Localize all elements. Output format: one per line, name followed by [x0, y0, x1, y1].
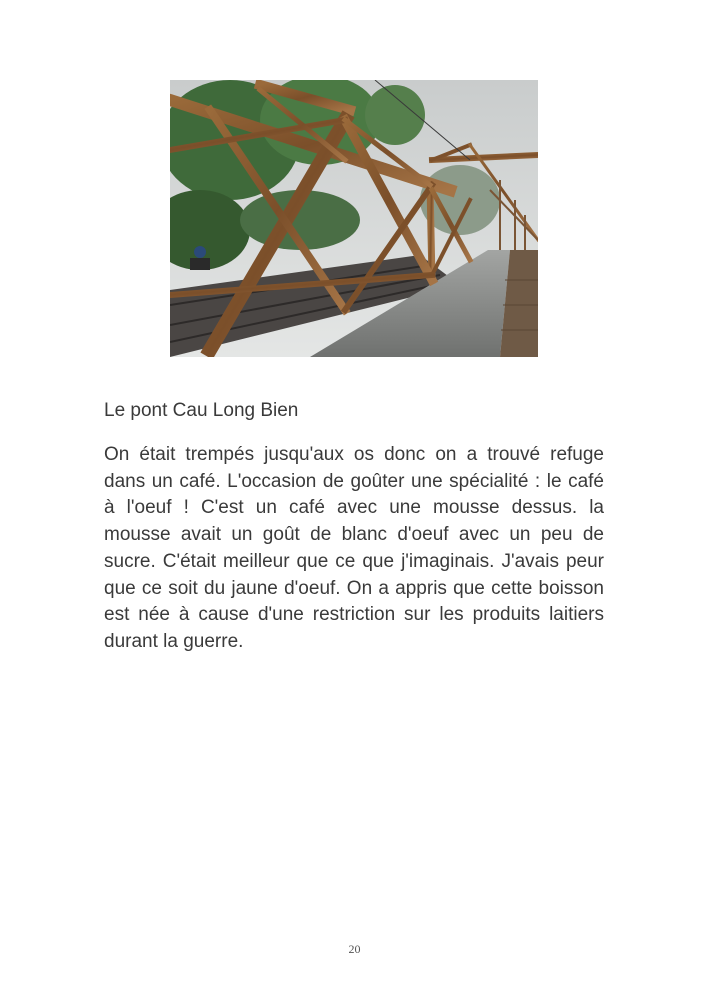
photo-caption: Le pont Cau Long Bien [104, 400, 299, 421]
page-number: 20 [348, 942, 361, 956]
bridge-photo [170, 80, 538, 357]
body-paragraph: On était trempés jusqu'aux os donc on a trouvé refuge dans un café. L'occasion de goûter une spécialité : le café à l'oeuf ! C'est un café avec une mousse dessus. la mousse avait un goût de blanc d'oeuf avec un peu de sucre. C'était meilleur que ce que j'imaginais. J'avais peur que ce soit du jaune d'oeuf. On a appris que cette boisson est née à cause d'une restriction sur les produits laitiers durant la guerre. [104, 444, 604, 652]
